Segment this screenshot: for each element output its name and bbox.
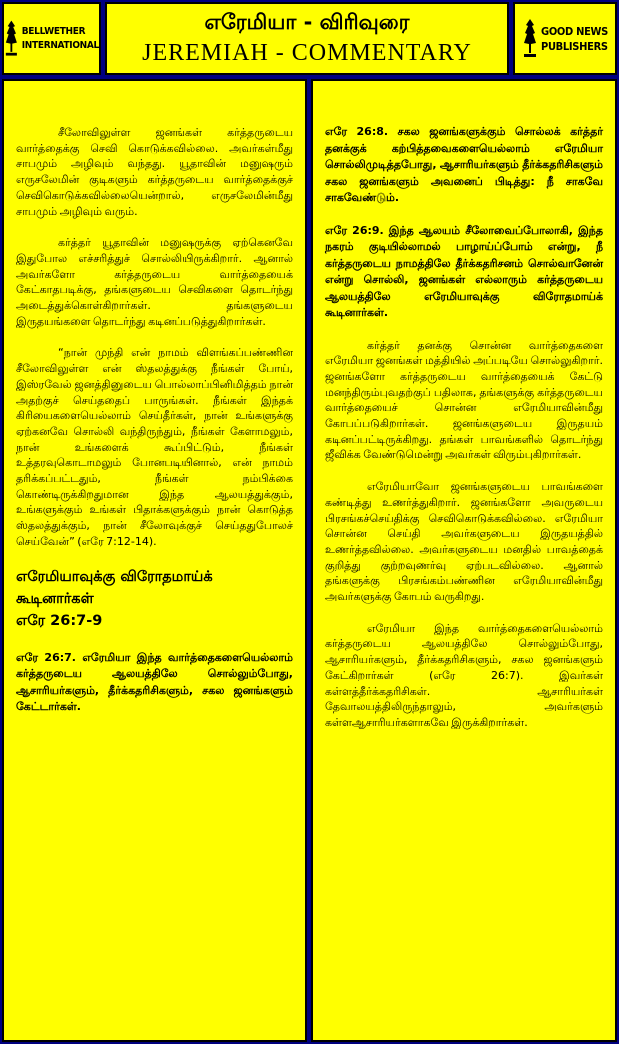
left-paragraph-2: கர்த்தர் யூதாவின் மனுஷருக்கு ஏற்கெனவே இதுபோல எச்சரித்துச் சொல்லியிருக்கிறார். ஆனால் அவர்களோ கர்த்தருடைய வார்த்தையைக் கேட்காதபடிக்கு, தங்களுடைய செவிகளை தொடர்ந்து அடைத்துக்கொள்கிறார்கள். தங்களுடைய இருதயங்களை தொடர்ந்து கடினப்படுத்துகிறார்கள். [16, 236, 293, 328]
section-heading-line1: எரேமியாவுக்கு விரோதமாய்க் [16, 568, 213, 585]
good-news-sheep-icon [522, 17, 538, 61]
bellwether-sheep-icon [4, 17, 19, 61]
right-paragraph-1: கர்த்தர் தனக்கு சொன்ன வார்த்தைகளை எரேமியா ஜனங்கள் மத்தியில் அப்படியே சொல்லுகிறார். ஜனங்களோ கர்த்தருடைய வார்த்தையைக் கேட்டு மனந்திரும்புவதற்குப் பதிலாக, தங்களுக்கு கர்த்தருடைய வார்த்தையைச் சொன்ன எரேமியாவின்மீது கோபப்படுகிறார்கள். ஜனங்களுடைய இருதயம் கடினப்பட்டிருக்கிறது. தங்கள் பாவங்களில் தொடர்ந்து ஜீவிக்க வேண்டுமென்று அவர்கள் விரும்புகிறார்கள். [325, 338, 603, 462]
left-column [2, 79, 307, 1042]
bellwether-logo-line2: INTERNATIONAL [21, 39, 99, 51]
section-heading [16, 566, 293, 632]
bellwether-logo [2, 2, 101, 75]
right-column [311, 79, 617, 1042]
right-verse-26-8: எரே 26:8. சகல ஜனங்களுக்கும் சொல்லக் கர்த்தர் தனக்குக் கற்பித்தவைகளையெல்லாம் எரேமியா சொல்லிமுடித்தபோது, ஆசாரியர்களும் தீர்க்கதரிசிகளும் சகல ஜனங்களும் அவனைப் பிடித்து: நீ சாகவே சாகவேண்டும். [325, 125, 603, 204]
right-verse-26-9: எரே 26:9. இந்த ஆலயம் சீலோவைப்போலாகி, இந்த நகரம் குடியில்லாமல் பாழாய்ப்போம் என்று, நீ கர்த்தருடைய நாமத்திலே தீர்க்கதரிசனம் சொல்வானேன் என்று சொல்லி, ஜனங்கள் எல்லாரும் கர்த்தருடைய ஆலயத்திலே எரேமியாவுக்கு விரோதமாய்க் கூடினார்கள். [325, 223, 603, 319]
right-paragraph-3: எரேமியா இந்த வார்த்தைகளையெல்லாம் கர்த்தருடைய ஆலயத்திலே சொல்லும்போது, ஆசாரியர்களும், தீர்க்கதரிசிகளும், சகல ஜனங்களும் கேட்கிறார்கள் (எரே 26:7). இவர்கள் கள்ளத்தீர்க்கதரிசிகள். ஆசாரியர்கள் தேவாலயத்திலிருந்தாலும், அவர்களும் கள்ளஆசாரியர்களாகவே இருக்கிறார்கள். [325, 621, 603, 729]
left-verse-26-7: எரே 26:7. எரேமியா இந்த வார்த்தைகளையெல்லாம் கர்த்தருடைய ஆலயத்திலே சொல்லும்போது, ஆசாரியர்களும், தீர்க்கதரிசிகளும், சகல ஜனங்களும் கேட்டார்கள். [16, 650, 293, 714]
good-news-logo [513, 2, 617, 75]
good-news-logo-line2: PUBLISHERS [541, 39, 608, 53]
page-title-tamil: எரேமியா - விரிவுரை [204, 10, 410, 34]
page-title-box [105, 2, 509, 75]
left-paragraph-3: “நான் முந்தி என் நாமம் விளங்கப்பண்ணின சீலோவிலுள்ள என் ஸ்தலத்துக்கு நீங்கள் போய், இஸ்ரவேல் ஜனத்தினுடைய பொல்லாப்பினிமித்தம் நான் அதற்குச் செய்ததைப் பாருங்கள். நீங்கள் இந்தக் கிரியைகளையெல்லாம் செய்தீர்கள், நான் உங்களுக்கு ஏற்கனவே சொல்லி வந்திருந்தும், நீங்கள் கேளாமலும், நான் உங்களைக் கூப்பிட்டும், நீங்கள் உத்தரவுகொடாமலும் போனபடியினால், என் நாமம் தரிக்கப்பட்டதும், நீங்கள் நம்பிக்கை கொண்டிருக்கிறதுமான இந்த ஆலயத்துக்கும், உங்களுக்கும் உங்கள் பிதாக்களுக்கும் நான் கொடுத்த ஸ்தலத்துக்கும், நான் சீலோவுக்குச் செய்ததுபோலச் செய்வேன்” (எரே 7:12-14). [16, 346, 293, 548]
section-heading-line3: எரே 26:7-9 [16, 612, 103, 629]
good-news-logo-line1: GOOD NEWS [541, 24, 608, 38]
left-paragraph-1: சீலோவிலுள்ள ஜனங்கள் கர்த்தருடைய வார்த்தைக்கு செவி கொடுக்கவில்லை. அவர்கள்மீது சாபமும் அழிவும் வந்தது. யூதாவின் மனுஷரும் எருசலேமின் குடிகளும் கர்த்தருடைய வார்த்தைக்குச் செவிகொடுக்கவில்லையென்றால், எருசலேமின்மீது சாபமும் அழிவும் வரும். [16, 126, 293, 218]
page-title-english: JEREMIAH - COMMENTARY [142, 40, 472, 66]
bellwether-logo-line1: BELLWETHER [21, 25, 86, 37]
section-heading-line2: கூடினார்கள் [16, 590, 94, 607]
right-paragraph-2: எரேமியாவோ ஜனங்களுடைய பாவங்களை கண்டித்து உணர்த்துகிறார். ஜனங்களோ அவருடைய பிரசங்கச்செய்திக்கு செவிகொடுக்கவில்லை. எரேமியா சொன்ன செய்தி அவர்களுடைய இருதயத்தில் உணர்த்தவில்லை. அவர்களுடைய மனதில் பாவத்தைக் குறித்து குற்றவுணர்வு ஏற்படவில்லை. ஆனால் தங்களுக்கு பிரசங்கம்பண்ணின எரேமியாவின்மீது அவர்களுக்கு கோபம் வருகிறது. [325, 480, 603, 604]
